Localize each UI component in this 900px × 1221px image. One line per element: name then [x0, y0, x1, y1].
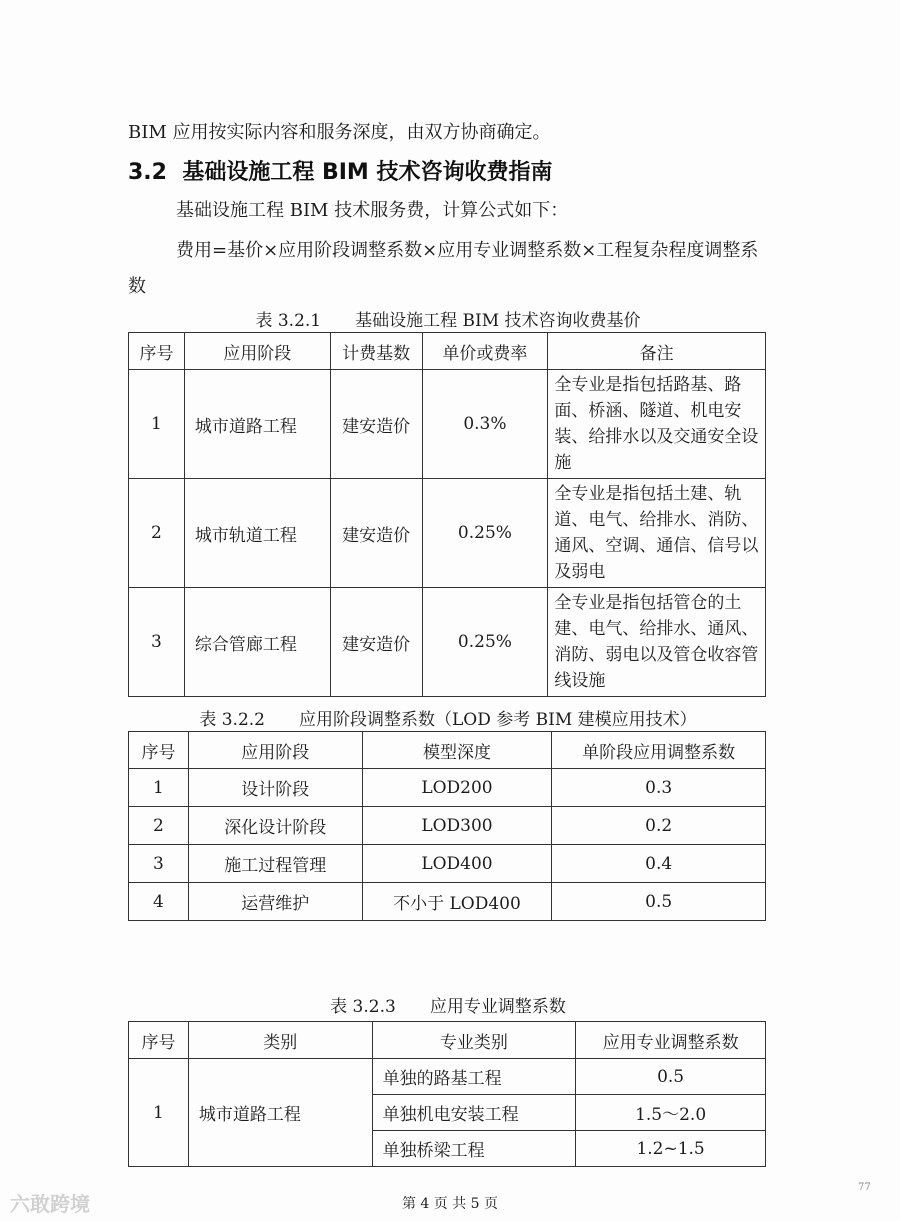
table-row — [129, 769, 766, 807]
table-row — [129, 588, 766, 697]
cell-rate: 0.3% — [422, 370, 548, 479]
cell-basis: 建安造价 — [330, 370, 422, 479]
cell-coefficient: 1.5～2.0 — [576, 1095, 766, 1131]
section-title: 基础设施工程 BIM 技术咨询收费指南 — [182, 160, 553, 185]
cell-no: 3 — [129, 588, 185, 697]
cell-basis: 建安造价 — [330, 588, 422, 697]
table-row — [129, 370, 766, 479]
cell-category: 城市道路工程 — [188, 1059, 372, 1167]
cell-stage: 综合管廊工程 — [184, 588, 330, 697]
cell-stage: 运营维护 — [188, 883, 362, 921]
table-row — [129, 883, 766, 921]
table1-caption: 表 3.2.1 基础设施工程 BIM 技术咨询收费基价 — [255, 311, 641, 331]
cell-stage: 城市轨道工程 — [184, 479, 330, 588]
section-number: 3.2 — [128, 160, 167, 185]
header-cell: 应用阶段 — [188, 732, 362, 769]
table-discipline-coefficient — [128, 1021, 766, 1167]
header-cell: 应用阶段 — [184, 333, 330, 370]
cell-coefficient: 0.3 — [552, 769, 766, 807]
cell-coefficient: 0.5 — [576, 1059, 766, 1095]
cell-discipline: 单独机电安装工程 — [372, 1095, 576, 1131]
cell-no: 2 — [129, 479, 185, 588]
table2-caption: 表 3.2.2 应用阶段调整系数（LOD 参考 BIM 建模应用技术） — [199, 710, 697, 730]
cell-no: 1 — [129, 370, 185, 479]
header-cell: 备注 — [548, 333, 766, 370]
header-cell: 模型深度 — [362, 732, 552, 769]
corner-page-mark: 77 — [858, 1182, 871, 1193]
watermark-logo: 六敢跨境 — [10, 1192, 90, 1216]
header-cell: 序号 — [129, 333, 185, 370]
cell-rate: 0.25% — [422, 588, 548, 697]
header-cell: 单价或费率 — [422, 333, 548, 370]
cell-stage: 设计阶段 — [188, 769, 362, 807]
cell-discipline: 单独的路基工程 — [372, 1059, 576, 1095]
table-header-row — [129, 333, 766, 370]
table-row — [129, 807, 766, 845]
header-cell: 单阶段应用调整系数 — [552, 732, 766, 769]
cell-coefficient: 0.2 — [552, 807, 766, 845]
paragraph-fee-intro: 基础设施工程 BIM 技术服务费，计算公式如下： — [176, 200, 569, 221]
table-base-price — [128, 332, 766, 697]
cell-depth: LOD200 — [362, 769, 552, 807]
cell-no: 3 — [129, 845, 189, 883]
cell-stage: 城市道路工程 — [184, 370, 330, 479]
cell-rate: 0.25% — [422, 479, 548, 588]
cell-note: 全专业是指包括土建、轨道、电气、给排水、消防、通风、空调、通信、信号以及弱电 — [548, 479, 766, 588]
cell-no: 4 — [129, 883, 189, 921]
cell-stage: 深化设计阶段 — [188, 807, 362, 845]
table3-caption: 表 3.2.3 应用专业调整系数 — [330, 997, 566, 1017]
cell-note: 全专业是指包括路基、路面、桥涵、隧道、机电安装、给排水以及交通安全设施 — [548, 370, 766, 479]
cell-basis: 建安造价 — [330, 479, 422, 588]
cell-stage: 施工过程管理 — [188, 845, 362, 883]
cell-coefficient: 0.5 — [552, 883, 766, 921]
header-cell: 计费基数 — [330, 333, 422, 370]
cell-depth: LOD400 — [362, 845, 552, 883]
table-row — [129, 479, 766, 588]
cell-no: 2 — [129, 807, 189, 845]
page-footer: 第 4 页 共 5 页 — [401, 1196, 499, 1212]
section-heading — [128, 155, 552, 186]
cell-no: 1 — [129, 769, 189, 807]
header-cell: 序号 — [129, 1022, 189, 1059]
cell-note: 全专业是指包括管仓的土建、电气、给排水、通风、消防、弱电以及管仓收容管线设施 — [548, 588, 766, 697]
header-cell: 专业类别 — [372, 1022, 576, 1059]
header-cell: 应用专业调整系数 — [576, 1022, 766, 1059]
intro-line: BIM 应用按实际内容和服务深度，由双方协商确定。 — [128, 122, 551, 143]
cell-discipline: 单独桥梁工程 — [372, 1131, 576, 1167]
header-cell: 类别 — [188, 1022, 372, 1059]
header-cell: 序号 — [129, 732, 189, 769]
table-row — [129, 845, 766, 883]
table-row — [129, 1059, 766, 1095]
cell-no: 1 — [129, 1059, 189, 1167]
cell-depth: LOD300 — [362, 807, 552, 845]
cell-coefficient: 1.2~1.5 — [576, 1131, 766, 1167]
cell-depth: 不小于 LOD400 — [362, 883, 552, 921]
table-header-row — [129, 732, 766, 769]
table-header-row — [129, 1022, 766, 1059]
table-stage-coefficient — [128, 731, 766, 921]
paragraph-fee-formula: 费用=基价×应用阶段调整系数×应用专业调整系数×工程复杂程度调整系数 — [128, 240, 759, 297]
cell-coefficient: 0.4 — [552, 845, 766, 883]
